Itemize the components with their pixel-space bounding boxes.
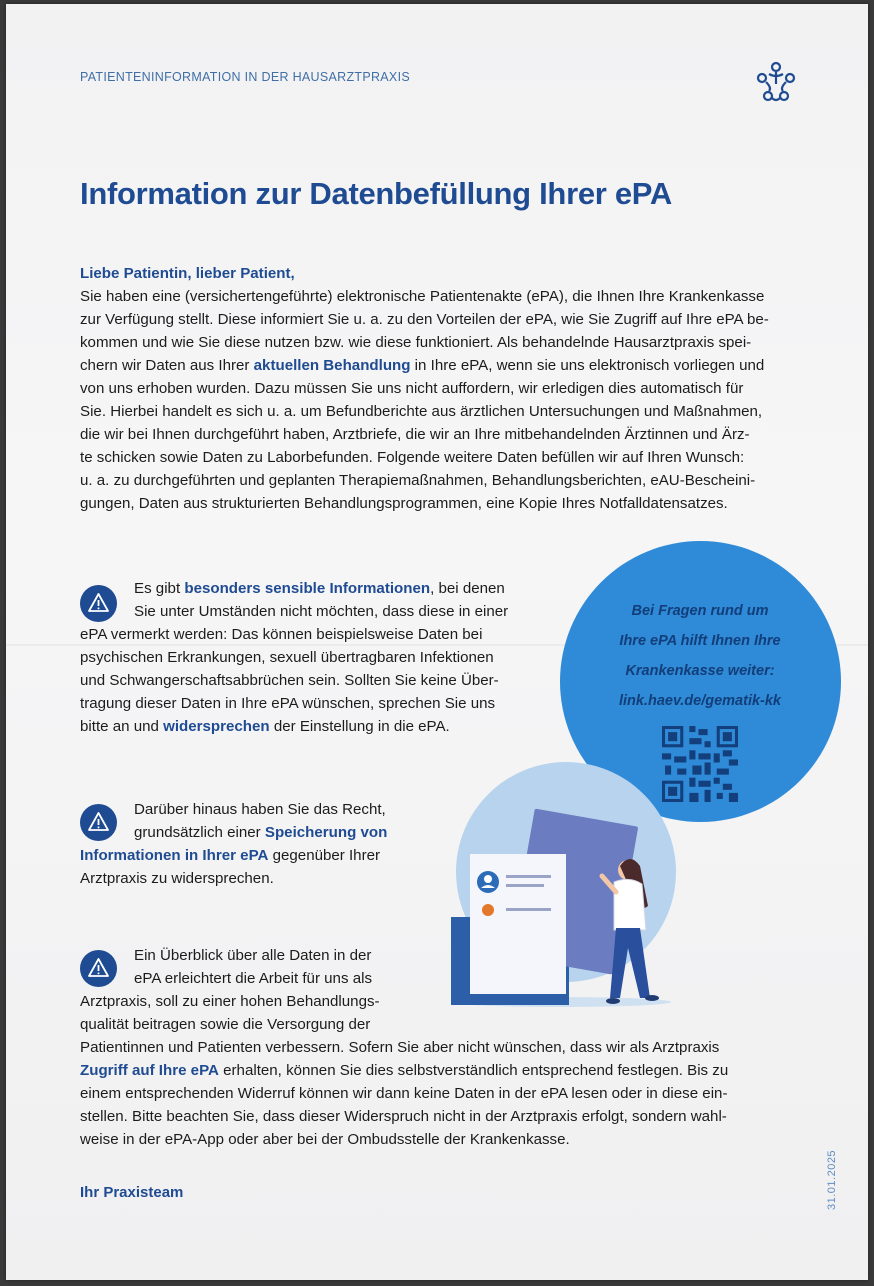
highlighted-phrase: besonders sensible Informationen bbox=[184, 580, 431, 597]
info-line: Krankenkasse weiter: bbox=[625, 663, 775, 679]
warning-triangle-icon bbox=[80, 950, 117, 987]
text-line: von uns erhoben wurden. Dazu müssen Sie uns nicht auffordern, wir erledigen dies automatisch für bbox=[80, 380, 744, 397]
highlighted-phrase: Speicherung von bbox=[264, 824, 388, 841]
text-line: einem entsprechenden Widerruf können wir dann keine Daten in der ePA lesen oder in diese ein- bbox=[80, 1085, 728, 1102]
text-line: Arztpraxis zu widersprechen. bbox=[80, 870, 274, 887]
info-circle-text bbox=[584, 596, 816, 716]
network-people-logo-icon bbox=[754, 60, 798, 106]
text-line: Patientinnen und Patienten verbessern. Sofern Sie aber nicht wünschen, dass wir als Arztpraxis bbox=[80, 1039, 720, 1056]
text-line: chern wir Daten aus Ihrer aktuellen Behandlung in Ihre ePA, wenn sie uns elektronisch vorliegen und bbox=[80, 357, 765, 374]
greeting: Liebe Patientin, lieber Patient, bbox=[80, 265, 295, 282]
text-line: ePA vermerkt werden: Das können beispielsweise Daten bei bbox=[80, 626, 483, 643]
text-line: bitte an und widersprechen der Einstellung in die ePA. bbox=[80, 718, 450, 735]
warning-block-sensitive bbox=[80, 577, 550, 738]
text-line: grundsätzlich einer Speicherung von bbox=[134, 824, 388, 841]
highlighted-phrase: Zugriff auf Ihre ePA bbox=[80, 1062, 219, 1079]
info-line: Bei Fragen rund um bbox=[631, 603, 769, 619]
text-line: weise in der ePA-App oder aber bei der Ombudsstelle der Krankenkasse. bbox=[80, 1131, 570, 1148]
highlighted-phrase: aktuellen Behandlung bbox=[253, 357, 411, 374]
text-line: psychischen Erkrankungen, sexuell übertragbaren Infektionen bbox=[80, 649, 494, 666]
intro-lines bbox=[80, 285, 830, 515]
woman-with-documents-illustration bbox=[426, 762, 696, 1012]
text-line: Arztpraxis, soll zu einer hohen Behandlungs- bbox=[80, 993, 380, 1010]
text-line: die wir bei Ihnen durchgeführt haben, Arztbriefe, die wir an Ihre mitbehandelnden Ärztinnen und Ärz- bbox=[80, 426, 750, 443]
text-line: gungen, Daten aus strukturierten Behandlungsprogrammen, eine Kopie Ihres Notfalldatensatzes. bbox=[80, 495, 728, 512]
text-line: Zugriff auf Ihre ePA erhalten, können Sie dies selbstverständlich entsprechend festlegen. Bis zu bbox=[80, 1062, 729, 1079]
text-line: qualität beitragen sowie die Versorgung der bbox=[80, 1016, 371, 1033]
highlighted-phrase: Informationen in Ihrer ePA bbox=[80, 847, 269, 864]
text-line: ePA erleichtert die Arbeit für uns als bbox=[134, 970, 372, 987]
info-link[interactable]: link.haev.de/gematik-kk bbox=[619, 693, 781, 709]
document-page bbox=[6, 4, 868, 1280]
date-stamp: 31.01.2025 bbox=[826, 1149, 838, 1210]
highlighted-phrase: widersprechen bbox=[163, 718, 270, 735]
text-line: Darüber hinaus haben Sie das Recht, bbox=[134, 801, 386, 818]
page-title: Information zur Datenbefüllung Ihrer ePA bbox=[80, 176, 672, 211]
signoff: Ihr Praxisteam bbox=[80, 1184, 184, 1201]
text-line: stellen. Bitte beachten Sie, dass dieser Widerspruch nicht in der Arztpraxis erfolgt, sondern wahl- bbox=[80, 1108, 727, 1125]
intro-paragraph bbox=[80, 262, 830, 515]
text-line: Sie unter Umständen nicht möchten, dass diese in einer bbox=[134, 603, 509, 620]
text-line: und Schwangerschaftsabbrüchen sein. Sollten Sie keine Über- bbox=[80, 672, 499, 689]
text-line: zur Verfügung stellt. Diese informiert Sie u. a. zu den Vorteilen der ePA, wie Sie Zugriff auf Ihre ePA be- bbox=[80, 311, 769, 328]
text-line: Informationen in Ihrer ePA gegenüber Ihrer bbox=[80, 847, 381, 864]
text-line: u. a. zu durchgeführten und geplanten Therapiemaßnahmen, Behandlungsberichten, eAU-Bescheini- bbox=[80, 472, 756, 489]
text-line: tragung dieser Daten in Ihre ePA wünschen, sprechen Sie uns bbox=[80, 695, 496, 712]
warning-text bbox=[80, 577, 550, 738]
text-line: Es gibt besonders sensible Informationen, bei denen bbox=[134, 580, 505, 597]
text-line: Sie. Hierbei handelt es sich u. a. um Befundberichte aus ärztlichen Untersuchungen und Maßnahmen, bbox=[80, 403, 763, 420]
text-line: Sie haben eine (versichertengeführte) elektronische Patientenakte (ePA), die Ihnen Ihre Krankenkasse bbox=[80, 288, 765, 305]
warning-triangle-icon bbox=[80, 585, 117, 622]
text-line: kommen und wie Sie diese nutzen bzw. wie diese funktioniert. Als behandelnde Hausarztpraxis spei- bbox=[80, 334, 752, 351]
info-line: Ihre ePA hilft Ihnen Ihre bbox=[619, 633, 781, 649]
warning-triangle-icon bbox=[80, 804, 117, 841]
text-line: te schicken sowie Daten zu Laborbefunden. Folgende weitere Daten befüllen wir auf Ihren Wunsch: bbox=[80, 449, 745, 466]
text-line: Ein Überblick über alle Daten in der bbox=[134, 947, 372, 964]
header-label: PATIENTENINFORMATION IN DER HAUSARZTPRAXIS bbox=[80, 70, 410, 84]
